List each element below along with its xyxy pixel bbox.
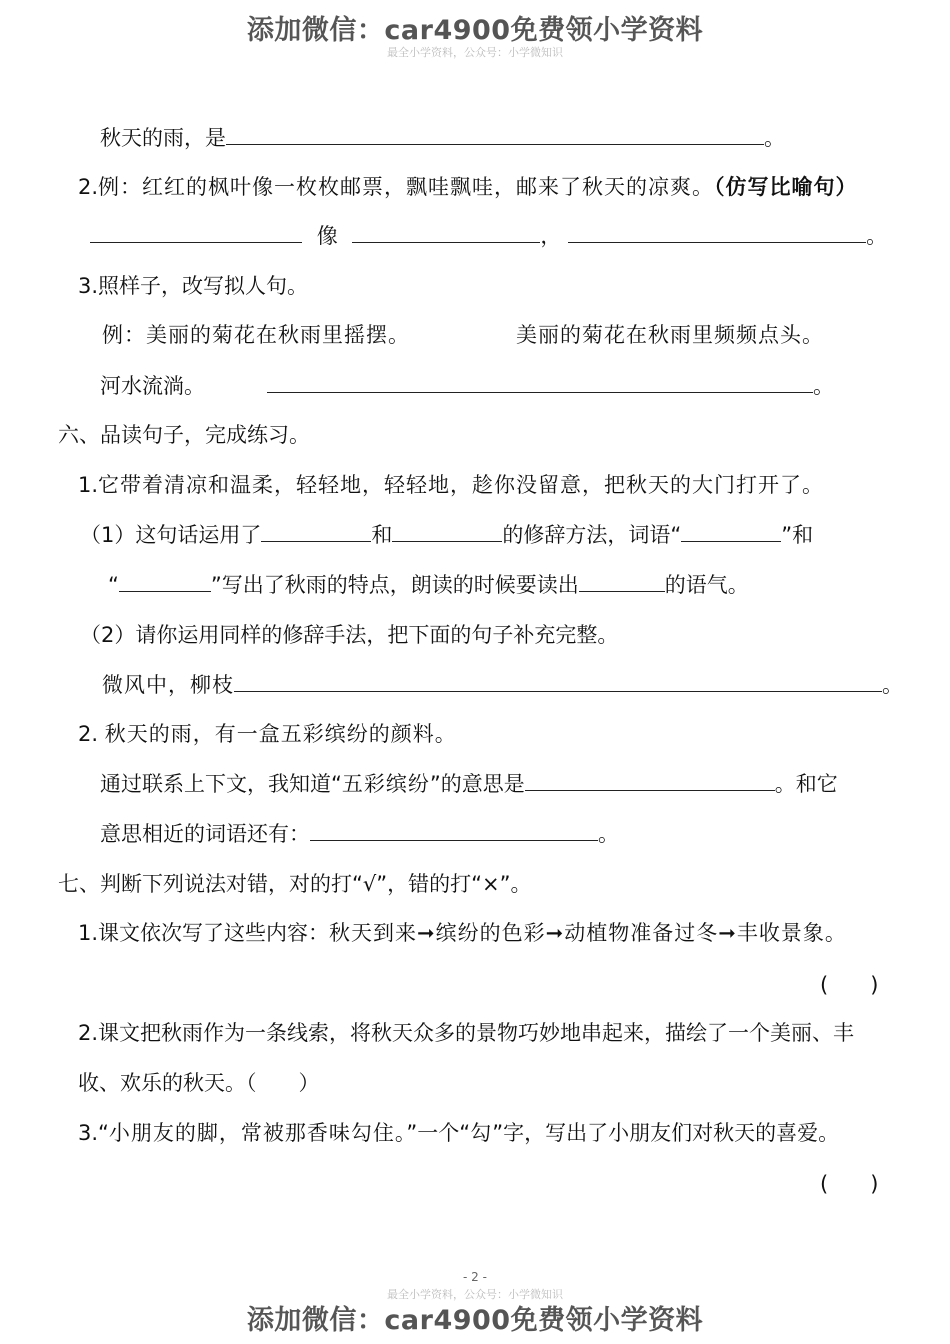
s7-q3-e: ”字，写出了小朋友们对秋天的喜爱。: [492, 1121, 840, 1145]
section6-title: 六、品读句子，完成练习。: [58, 423, 310, 447]
q3-example-b: 美丽的菊花在秋雨里频频点头。: [516, 323, 824, 347]
answer-blank[interactable]: [267, 372, 813, 393]
like-word: 像: [316, 224, 338, 248]
s6-q2-answer-line: [100, 770, 838, 798]
answer-blank[interactable]: [392, 521, 502, 542]
s6-sub1-line: [80, 521, 813, 549]
s7-q3-answer-paren[interactable]: ( ): [820, 1172, 879, 1196]
section7-title: 七、判断下列说法对错，对的打“√”，错的打“×”。: [58, 872, 532, 896]
q2-answer-line: [90, 222, 887, 250]
s6-sub1-f: ”写出了秋雨的特点，朗读的时候要读出: [210, 573, 579, 597]
answer-blank[interactable]: [234, 671, 882, 692]
watermark-bottom: 添加微信：car4900免费领小学资料: [246, 1305, 704, 1336]
s6-q2-b: 五彩缤纷: [341, 772, 430, 796]
s7-q1-answer-paren[interactable]: ( ): [820, 973, 879, 997]
s6-sub1-e: “: [108, 573, 119, 597]
s7-q3-line: [78, 1119, 839, 1147]
q3-title: 3.照样子，改写拟人句。: [78, 274, 309, 298]
q2-hint: （仿写比喻句）: [714, 174, 858, 199]
page-number: - 2 -: [463, 1270, 487, 1284]
s7-q1-a: 1.课文依次写了这些内容：: [78, 921, 330, 945]
q3-example-a: 例：美丽的菊花在秋雨里摇摆。: [102, 323, 410, 347]
rain-sentence-prefix: 秋天的雨，是: [100, 126, 226, 150]
q2-label: 2.: [78, 175, 99, 199]
s6-q2-text: 秋天的雨，有一盒五彩缤纷的颜料。: [104, 722, 457, 746]
s7-q1-line: [78, 919, 847, 947]
s6-q2-a: 通过联系上下文，我知道“: [100, 772, 342, 796]
s6-sub1-a: （1）这句话运用了: [80, 523, 262, 547]
q2-example-line: [78, 173, 858, 201]
s6-sub1-d: ”和: [781, 523, 814, 547]
s6-q1-text: 它带着清凉和温柔，轻轻地，轻轻地，趁你没留意，把秋天的大门打开了。: [98, 473, 825, 497]
q3-item: 河水流淌。: [100, 374, 205, 398]
s6-sub1-c: 的修辞方法，词语“: [502, 523, 682, 547]
answer-blank[interactable]: [525, 770, 775, 791]
s7-q2-line2: 收、欢乐的秋天。（ ）: [78, 1071, 320, 1095]
answer-blank[interactable]: [352, 222, 540, 243]
s7-q1-b: 秋天到来➞缤纷的色彩➞动植物准备过冬➞丰收景象。: [329, 921, 847, 945]
s7-q3-a: 3.“: [78, 1121, 109, 1145]
s6-q1-label: 1.: [78, 473, 99, 497]
s6-q1-line: [78, 471, 824, 499]
q3-item-line: [100, 372, 834, 400]
period: 。: [813, 374, 834, 398]
s6-sub1-line2: [108, 571, 749, 599]
s6-q2-c: ”的意思是: [429, 772, 525, 796]
s7-q3-b: 小朋友的脚，常被那香味勾住。: [108, 1121, 407, 1145]
comma: ，: [540, 224, 562, 248]
s6-sub2-prefix: 微风中，柳枝: [102, 673, 234, 697]
s6-sub1-b: 和: [371, 523, 393, 547]
rain-sentence-line: [100, 124, 785, 152]
answer-blank[interactable]: [261, 521, 371, 542]
answer-blank[interactable]: [568, 222, 866, 243]
answer-blank[interactable]: [310, 820, 598, 841]
answer-blank[interactable]: [226, 124, 764, 145]
s6-sub2-answer-line: [102, 671, 903, 699]
period: 。: [598, 822, 619, 846]
s6-q2-line2-a: 意思相近的词语还有：: [100, 822, 310, 846]
s6-q2-line: [78, 720, 457, 748]
s7-q3-d: 勾: [470, 1121, 493, 1145]
q2-example: 例：红红的枫叶像一枚枚邮票，飘哇飘哇，邮来了秋天的凉爽。: [98, 175, 715, 199]
watermark-top-sub: 最全小学资料，公众号：小学微知识: [387, 46, 563, 59]
watermark-bottom-sub: 最全小学资料，公众号：小学微知识: [387, 1288, 563, 1301]
period: 。: [764, 126, 785, 150]
answer-blank[interactable]: [119, 571, 211, 592]
s6-q2-label: 2.: [78, 722, 99, 746]
s7-q3-c: ”一个“: [406, 1121, 471, 1145]
answer-blank[interactable]: [681, 521, 781, 542]
watermark-top: 添加微信：car4900免费领小学资料: [246, 15, 704, 46]
s6-sub2: （2）请你运用同样的修辞手法，把下面的句子补充完整。: [80, 623, 619, 647]
answer-blank[interactable]: [579, 571, 665, 592]
s6-q2-answer-line2: [100, 820, 619, 848]
period: 。: [882, 673, 903, 697]
s6-sub1-g: 的语气。: [664, 573, 749, 597]
s7-q2-line1: 2.课文把秋雨作为一条线索，将秋天众多的景物巧妙地串起来，描绘了一个美丽、丰: [78, 1021, 855, 1045]
answer-blank[interactable]: [90, 222, 302, 243]
period: 。: [866, 224, 888, 248]
s6-q2-d: 。和它: [774, 772, 838, 796]
